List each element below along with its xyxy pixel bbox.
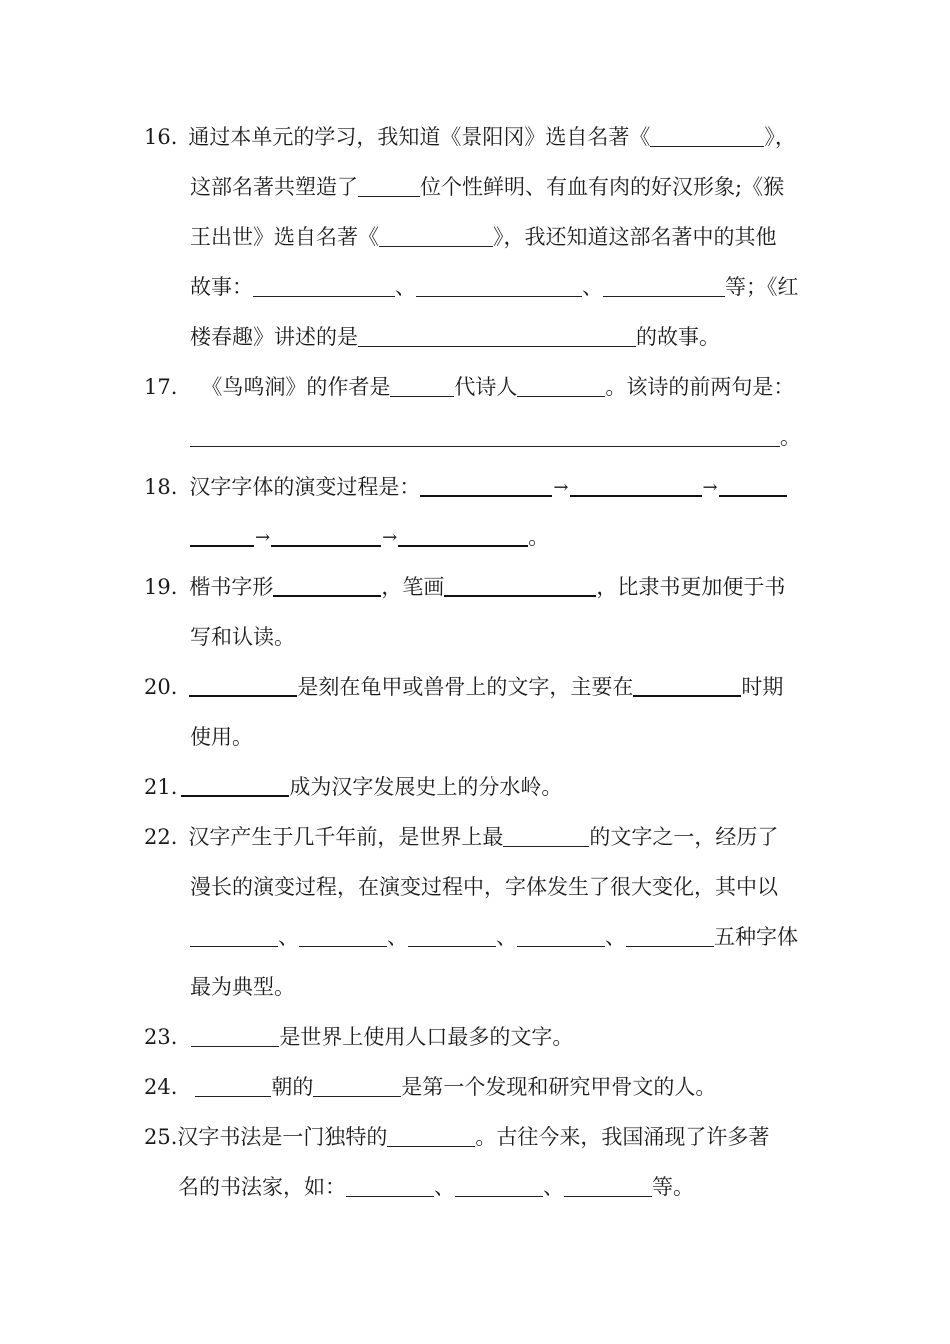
question-21-line-1 xyxy=(144,772,562,802)
question-text: 》，我还知道这部名著中的其他 xyxy=(493,225,777,249)
question-number: 22. xyxy=(144,825,178,849)
question-number: 25. xyxy=(144,1125,178,1149)
blank-field[interactable] xyxy=(387,1126,475,1147)
question-24-line-1 xyxy=(144,1072,716,1102)
blank-field[interactable] xyxy=(517,376,605,397)
blank-field[interactable] xyxy=(273,575,381,597)
question-16-line-3 xyxy=(190,222,777,252)
question-16-line-4 xyxy=(190,272,799,302)
blank-field[interactable] xyxy=(358,176,420,197)
question-text: ，笔画 xyxy=(381,575,445,599)
question-text: 汉字产生于几千年前，是世界上最 xyxy=(188,825,504,849)
blank-field[interactable] xyxy=(299,926,387,947)
question-text: 故事： xyxy=(190,275,253,299)
blank-field[interactable] xyxy=(181,775,289,797)
question-text: 》， xyxy=(764,125,796,149)
arrow-icon: → xyxy=(382,527,398,548)
question-text: 汉字字体的演变过程是： xyxy=(189,475,421,499)
separator: 、 xyxy=(278,925,299,949)
question-text: 等。 xyxy=(652,1175,694,1199)
separator: 、 xyxy=(605,925,626,949)
blank-field[interactable] xyxy=(564,1176,652,1197)
separator: 、 xyxy=(387,925,408,949)
blank-field[interactable] xyxy=(398,525,528,547)
blank-field[interactable] xyxy=(358,326,636,347)
question-18-line-2 xyxy=(190,522,549,552)
blank-field[interactable] xyxy=(626,926,714,947)
question-number: 17. xyxy=(144,375,178,399)
blank-field[interactable] xyxy=(390,376,454,397)
blank-field[interactable] xyxy=(408,926,496,947)
question-number: 16. xyxy=(144,125,178,149)
blank-field[interactable] xyxy=(416,276,582,297)
question-text: 。 xyxy=(780,425,801,449)
blank-field[interactable] xyxy=(455,1176,543,1197)
blank-field[interactable] xyxy=(253,276,395,297)
question-20-line-2 xyxy=(190,722,253,752)
question-number: 20. xyxy=(144,675,178,699)
question-text: 通过本单元的学习，我知道《景阳冈》选自名著《 xyxy=(188,125,651,149)
question-number: 19. xyxy=(144,575,178,599)
arrow-icon: → xyxy=(553,477,569,498)
blank-field[interactable] xyxy=(191,1026,279,1047)
separator: 、 xyxy=(582,275,603,299)
question-25-line-1 xyxy=(144,1122,769,1152)
blank-field[interactable] xyxy=(195,1076,271,1097)
question-22-line-4 xyxy=(190,972,295,1002)
question-17-line-1 xyxy=(144,372,794,402)
question-text: 汉字书法是一门独特的 xyxy=(177,1125,388,1149)
question-16-line-2 xyxy=(190,172,784,202)
blank-field[interactable] xyxy=(517,926,605,947)
question-text: 这部名著共塑造了 xyxy=(190,175,358,199)
question-text: 的故事。 xyxy=(636,325,720,349)
question-17-line-2 xyxy=(190,422,801,452)
question-text: 。 xyxy=(528,525,550,549)
question-25-line-2 xyxy=(178,1172,694,1202)
question-text: 楷书字形 xyxy=(189,575,274,599)
question-text: 使用。 xyxy=(190,725,253,749)
question-23-line-1 xyxy=(144,1022,573,1052)
blank-field[interactable] xyxy=(379,226,493,247)
separator: 、 xyxy=(395,275,416,299)
blank-field[interactable] xyxy=(719,475,787,497)
question-text: 最为典型。 xyxy=(190,975,295,999)
question-text: 《鸟鸣涧》的作者是 xyxy=(201,375,391,399)
question-text: 时期 xyxy=(741,675,784,699)
question-text: 是刻在龟甲或兽骨上的文字，主要在 xyxy=(297,675,634,699)
blank-field[interactable] xyxy=(444,575,596,597)
question-text: 是第一个发现和研究甲骨文的人。 xyxy=(401,1075,717,1099)
blank-field[interactable] xyxy=(346,1176,434,1197)
blank-field[interactable] xyxy=(190,926,278,947)
question-text: 写和认读。 xyxy=(190,625,295,649)
question-text: 名的书法家，如： xyxy=(178,1175,346,1199)
question-text: 。该诗的前两句是： xyxy=(605,375,795,399)
blank-field[interactable] xyxy=(650,126,764,147)
question-text: 成为汉字发展史上的分水岭。 xyxy=(289,775,563,799)
blank-field[interactable] xyxy=(313,1076,401,1097)
question-text: 的文字之一，经历了 xyxy=(589,825,779,849)
question-text: 漫长的演变过程，在演变过程中，字体发生了很大变化，其中以 xyxy=(190,875,778,899)
blank-field[interactable] xyxy=(603,276,725,297)
question-22-line-1 xyxy=(144,822,778,852)
question-text: 五种字体 xyxy=(714,925,798,949)
question-text: 楼春趣》讲述的是 xyxy=(190,325,358,349)
question-number: 18. xyxy=(144,475,178,499)
separator: 、 xyxy=(543,1175,564,1199)
question-text: 位个性鲜明、有血有肉的好汉形象;《猴 xyxy=(420,175,785,199)
question-number: 23. xyxy=(144,1025,178,1049)
question-text: 是世界上使用人口最多的文字。 xyxy=(279,1025,574,1049)
arrow-icon: → xyxy=(702,477,718,498)
blank-field[interactable] xyxy=(190,426,780,447)
separator: 、 xyxy=(496,925,517,949)
question-22-line-2 xyxy=(190,872,778,902)
arrow-icon: → xyxy=(255,527,271,548)
question-19-line-2 xyxy=(190,622,295,652)
question-text: 。古往今来，我国涌现了许多著 xyxy=(475,1125,770,1149)
question-text: 代诗人 xyxy=(454,375,518,399)
blank-field[interactable] xyxy=(189,675,297,697)
question-22-line-3 xyxy=(190,922,798,952)
question-16-line-5 xyxy=(190,322,720,352)
question-19-line-1 xyxy=(144,572,785,602)
question-text: 朝的 xyxy=(271,1075,314,1099)
blank-field[interactable] xyxy=(570,475,702,497)
question-16-line-1 xyxy=(144,122,796,152)
question-text: 等；《红 xyxy=(725,275,799,299)
blank-field[interactable] xyxy=(271,525,381,547)
question-number: 21. xyxy=(144,775,178,799)
blank-field[interactable] xyxy=(633,675,741,697)
question-text: ，比隶书更加便于书 xyxy=(596,575,786,599)
blank-field[interactable] xyxy=(420,475,552,497)
question-number: 24. xyxy=(144,1075,178,1099)
blank-field[interactable] xyxy=(190,525,254,547)
question-18-line-1 xyxy=(144,472,787,502)
blank-field[interactable] xyxy=(503,826,589,847)
separator: 、 xyxy=(434,1175,455,1199)
question-20-line-1 xyxy=(144,672,783,702)
question-text: 王出世》选自名著《 xyxy=(190,225,379,249)
